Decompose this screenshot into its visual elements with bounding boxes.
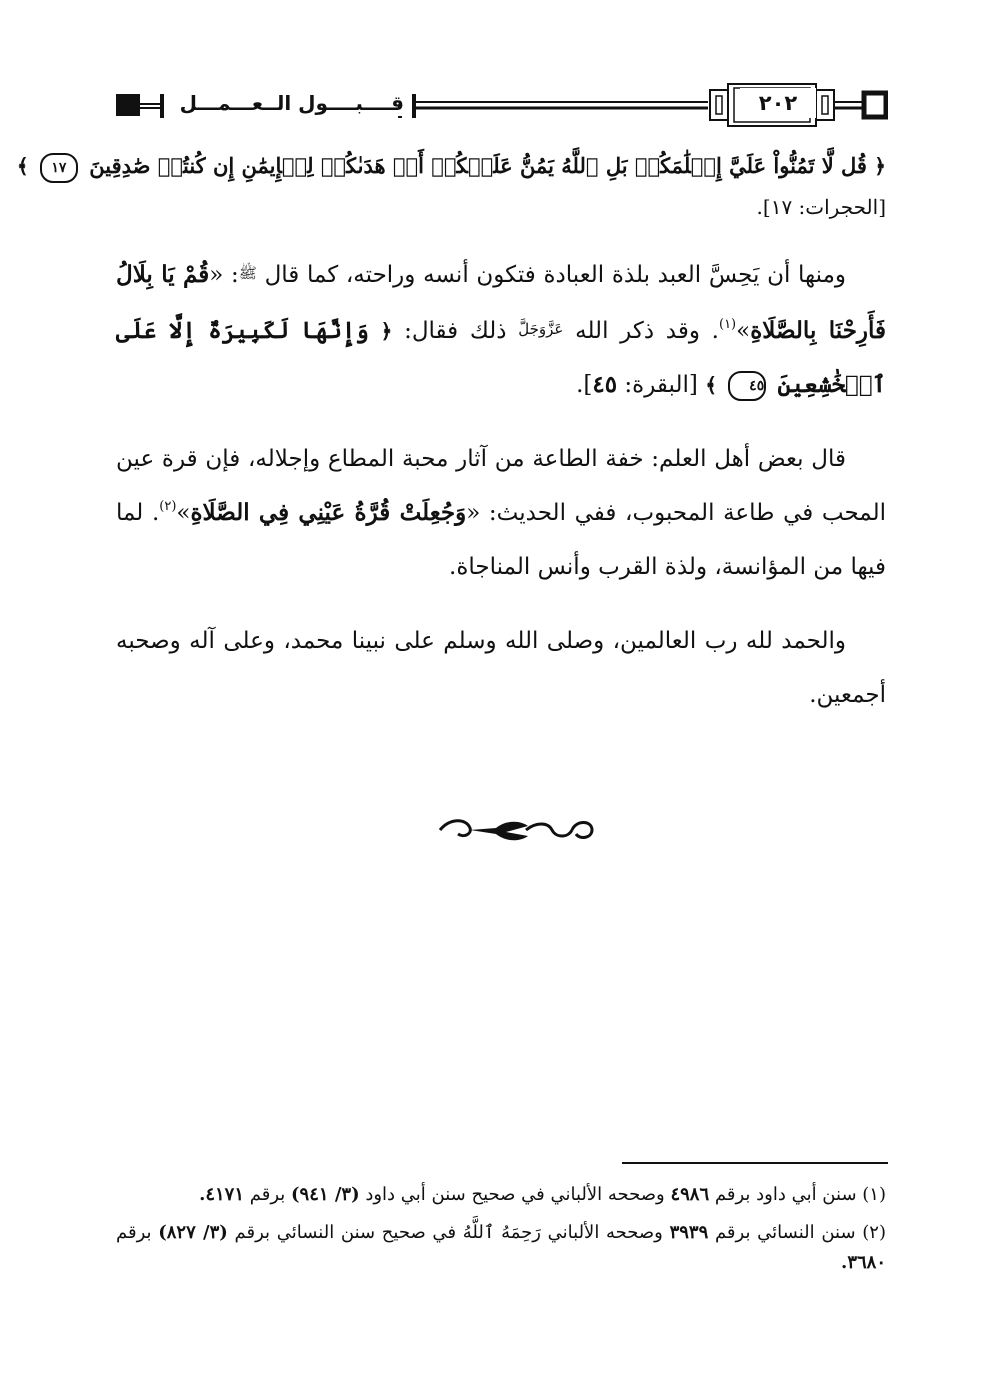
prophet-honorific: ﷺ <box>238 264 257 282</box>
ayah-number-marker: ١٧ <box>40 153 78 183</box>
verse-2-text: وَإِنَّهَا لَكَبِيرَةٌ إِلَّا عَلَى ٱلۡخَٰشِعِينَ <box>116 317 886 398</box>
page-content <box>16 144 887 742</box>
verse-2-open-brace: ﴿ <box>380 319 393 343</box>
quote-open: : « <box>209 262 239 288</box>
footnote-1-text-c: برقم <box>249 1184 286 1205</box>
quote-close: » <box>736 318 751 344</box>
verse-text: قُل لَّا تَمُنُّواْ عَلَيَّ إِسۡلَٰمَكُمۖ بَلِ ٱللَّهُ يَمُنُّ عَلَيۡكُمۡ أَنۡ هَدَىٰكُمۡ لِلۡإِيمَٰنِ إِن كُنتُمۡ صَٰدِقِينَ <box>89 153 867 178</box>
footnote-1-num-c: ٤١٧١. <box>199 1184 245 1205</box>
hadith-text-2: وَجُعِلَتْ قُرَّةُ عَيْنِي فِي الصَّلَاةِ <box>190 499 467 526</box>
paragraph-2-text-b: . لما فيها من المؤانسة، ولذة القرب وأنس المناجاة. <box>116 500 886 580</box>
quote-close-2: » <box>176 500 191 526</box>
verse-close-brace: ﴾ <box>16 154 29 178</box>
verse-open-brace: ﴿ <box>874 154 886 178</box>
footnote-1-text-a: سنن أبي داود برقم <box>714 1184 857 1205</box>
footnote-1-marker: (١) <box>862 1184 886 1205</box>
footnotes <box>116 1180 886 1286</box>
footnote-2-num-a: ٣٩٣٩ <box>669 1222 709 1243</box>
hadith-text-1: قُمْ يَا بِلَالُ فَأَرِحْنَا بِالصَّلَاةِ <box>116 261 887 344</box>
footnote-2-text-b: وصححه الألباني رَحِمَهُ ٱللَّهُ في صحيح سنن النسائي برقم <box>234 1222 663 1243</box>
running-title: قــــبــــول الــعـــمـــل <box>174 90 410 116</box>
verse-2-reference-num: ٤٥ <box>592 371 618 398</box>
page-header <box>116 82 888 130</box>
footnote-2-text-c: برقم <box>116 1222 152 1243</box>
paragraph-1-text-b: . وقد ذكر الله <box>575 318 719 344</box>
footnote-marker-2[interactable]: (٢) <box>159 499 177 514</box>
paragraph-1-text-a: ومنها أن يَحِسَّ العبد بلذة العبادة فتكون أنسه وراحته، كما قال <box>264 262 847 288</box>
ayah-number-marker-2: ٤٥ <box>728 371 766 401</box>
quran-verse <box>16 144 886 188</box>
footnote-2-num-c: ٣٦٨٠. <box>841 1252 886 1273</box>
footnote-marker-1[interactable]: (١) <box>718 317 737 332</box>
paragraph-1-text-c: ذلك فقال: <box>404 318 507 344</box>
footnote-1-text-b: وصححه الألباني في صحيح سنن أبي داود <box>365 1184 665 1205</box>
footnote-2-num-b: (٣/ ٨٢٧) <box>158 1222 228 1243</box>
footnote-1-num-a: ٤٩٨٦ <box>670 1184 710 1205</box>
paragraph-2-text-a: قال بعض أهل العلم: خفة الطاعة من آثار محبة المطاع وإجلاله، فإن قرة عين المحب في طاعة المحبوب، ففي الحديث: « <box>116 446 887 526</box>
verse-2-close-brace: ﴾ <box>705 373 717 397</box>
verse-reference: [الحجرات: ١٧]. <box>756 195 886 219</box>
footnote-2-marker: (٢) <box>862 1222 886 1243</box>
ornament-divider-icon <box>436 812 596 848</box>
footnote-2-text-a: سنن النسائي برقم <box>714 1222 856 1243</box>
paragraph-3-text: والحمد لله رب العالمين، وصلى الله وسلم على نبينا محمد، وعلى آله وصحبه أجمعين. <box>116 628 886 708</box>
verse-2-reference-post: ]. <box>576 372 593 398</box>
footnote-separator <box>622 1162 888 1164</box>
paragraph-3 <box>116 614 886 722</box>
allah-honorific: عَزَّوَجَلَّ <box>518 320 564 338</box>
footnote-2 <box>116 1218 886 1278</box>
verse-2-reference-pre: [البقرة: <box>617 372 698 398</box>
footnote-1-num-b: (٣/ ٩٤١) <box>291 1184 360 1205</box>
footnote-1 <box>116 1180 886 1210</box>
page-number: ٢٠٢ <box>740 88 816 118</box>
paragraph-2 <box>116 432 886 594</box>
paragraph-1 <box>116 246 886 412</box>
